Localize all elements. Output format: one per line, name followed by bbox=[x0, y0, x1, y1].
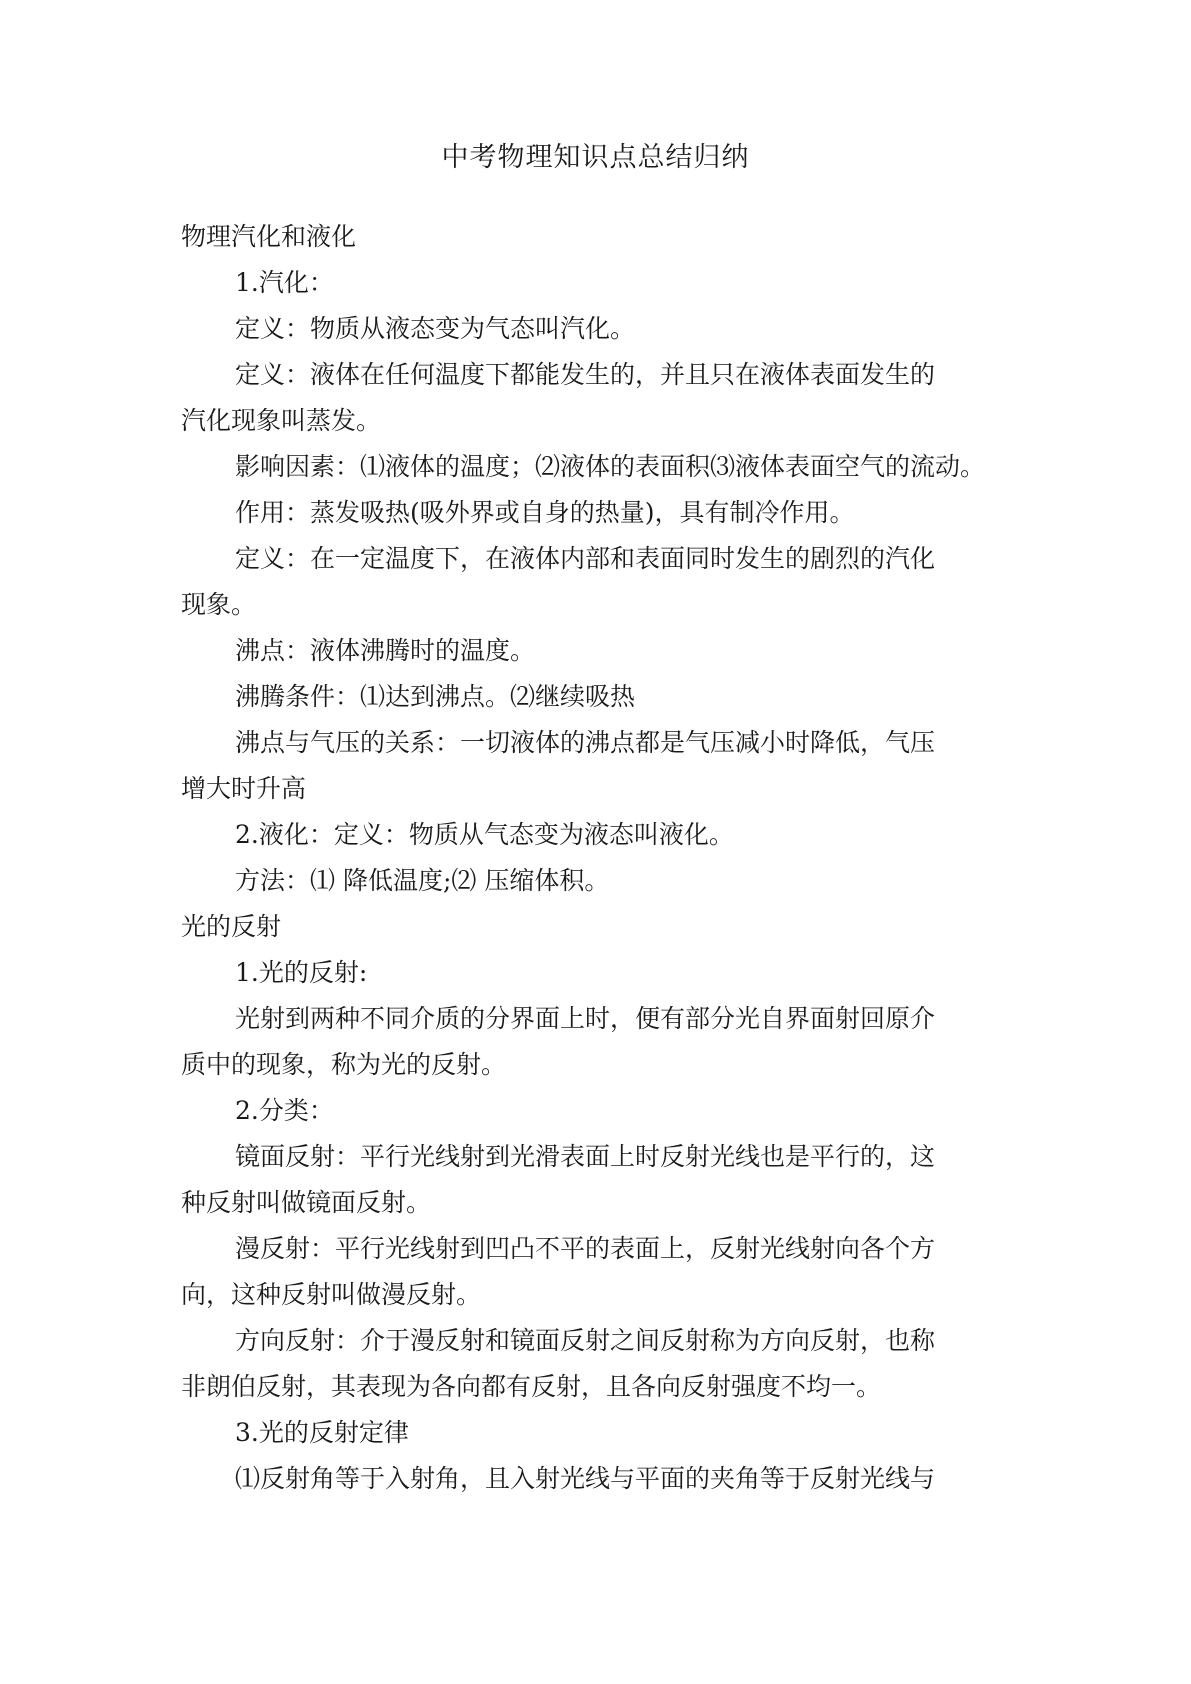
text-line: 种反射叫做镜面反射。 bbox=[181, 1188, 432, 1217]
text-line: 沸腾条件：⑴达到沸点。⑵继续吸热 bbox=[235, 682, 636, 711]
text-line: 现象。 bbox=[181, 590, 257, 619]
text-line: 镜面反射：平行光线射到光滑表面上时反射光线也是平行的，这 bbox=[235, 1142, 936, 1171]
text-line: ⑴反射角等于入射角，且入射光线与平面的夹角等于反射光线与 bbox=[235, 1464, 936, 1493]
text-line: 沸点：液体沸腾时的温度。 bbox=[235, 636, 536, 665]
text-line: 定义：在一定温度下，在液体内部和表面同时发生的剧烈的汽化 bbox=[235, 544, 936, 573]
text-line: 漫反射：平行光线射到凹凸不平的表面上，反射光线射向各个方 bbox=[235, 1234, 936, 1263]
page-title: 中考物理知识点总结归纳 bbox=[441, 142, 750, 173]
text-line: 3.光的反射定律 bbox=[235, 1418, 409, 1447]
document-body bbox=[181, 214, 1016, 1502]
text-line: 物理汽化和液化 bbox=[181, 222, 357, 251]
text-line: 质中的现象，称为光的反射。 bbox=[181, 1050, 507, 1079]
text-line: 1.汽化： bbox=[235, 268, 334, 297]
text-line: 定义：液体在任何温度下都能发生的，并且只在液体表面发生的 bbox=[235, 360, 936, 389]
text-line: 沸点与气压的关系：一切液体的沸点都是气压减小时降低，气压 bbox=[235, 728, 936, 757]
text-line: 2.液化：定义：物质从气态变为液态叫液化。 bbox=[235, 820, 734, 849]
text-line: 影响因素：⑴液体的温度；⑵液体的表面积⑶液体表面空气的流动。 bbox=[235, 452, 986, 481]
text-line: 非朗伯反射，其表现为各向都有反射，且各向反射强度不均一。 bbox=[181, 1372, 882, 1401]
text-line: 方法：⑴ 降低温度;⑵ 压缩体积。 bbox=[235, 866, 610, 895]
text-line: 2.分类： bbox=[235, 1096, 334, 1125]
text-line: 定义：物质从液态变为气态叫汽化。 bbox=[235, 314, 636, 343]
text-line: 向，这种反射叫做漫反射。 bbox=[181, 1280, 482, 1309]
text-line: 方向反射：介于漫反射和镜面反射之间反射称为方向反射，也称 bbox=[235, 1326, 936, 1355]
text-line: 增大时升高 bbox=[181, 774, 307, 803]
text-line: 汽化现象叫蒸发。 bbox=[181, 406, 382, 435]
text-line: 作用：蒸发吸热(吸外界或自身的热量)，具有制冷作用。 bbox=[235, 498, 855, 527]
text-line: 光射到两种不同介质的分界面上时，便有部分光自界面射回原介 bbox=[235, 1004, 936, 1033]
text-line: 1.光的反射: bbox=[235, 958, 368, 987]
text-line: 光的反射 bbox=[181, 912, 282, 941]
